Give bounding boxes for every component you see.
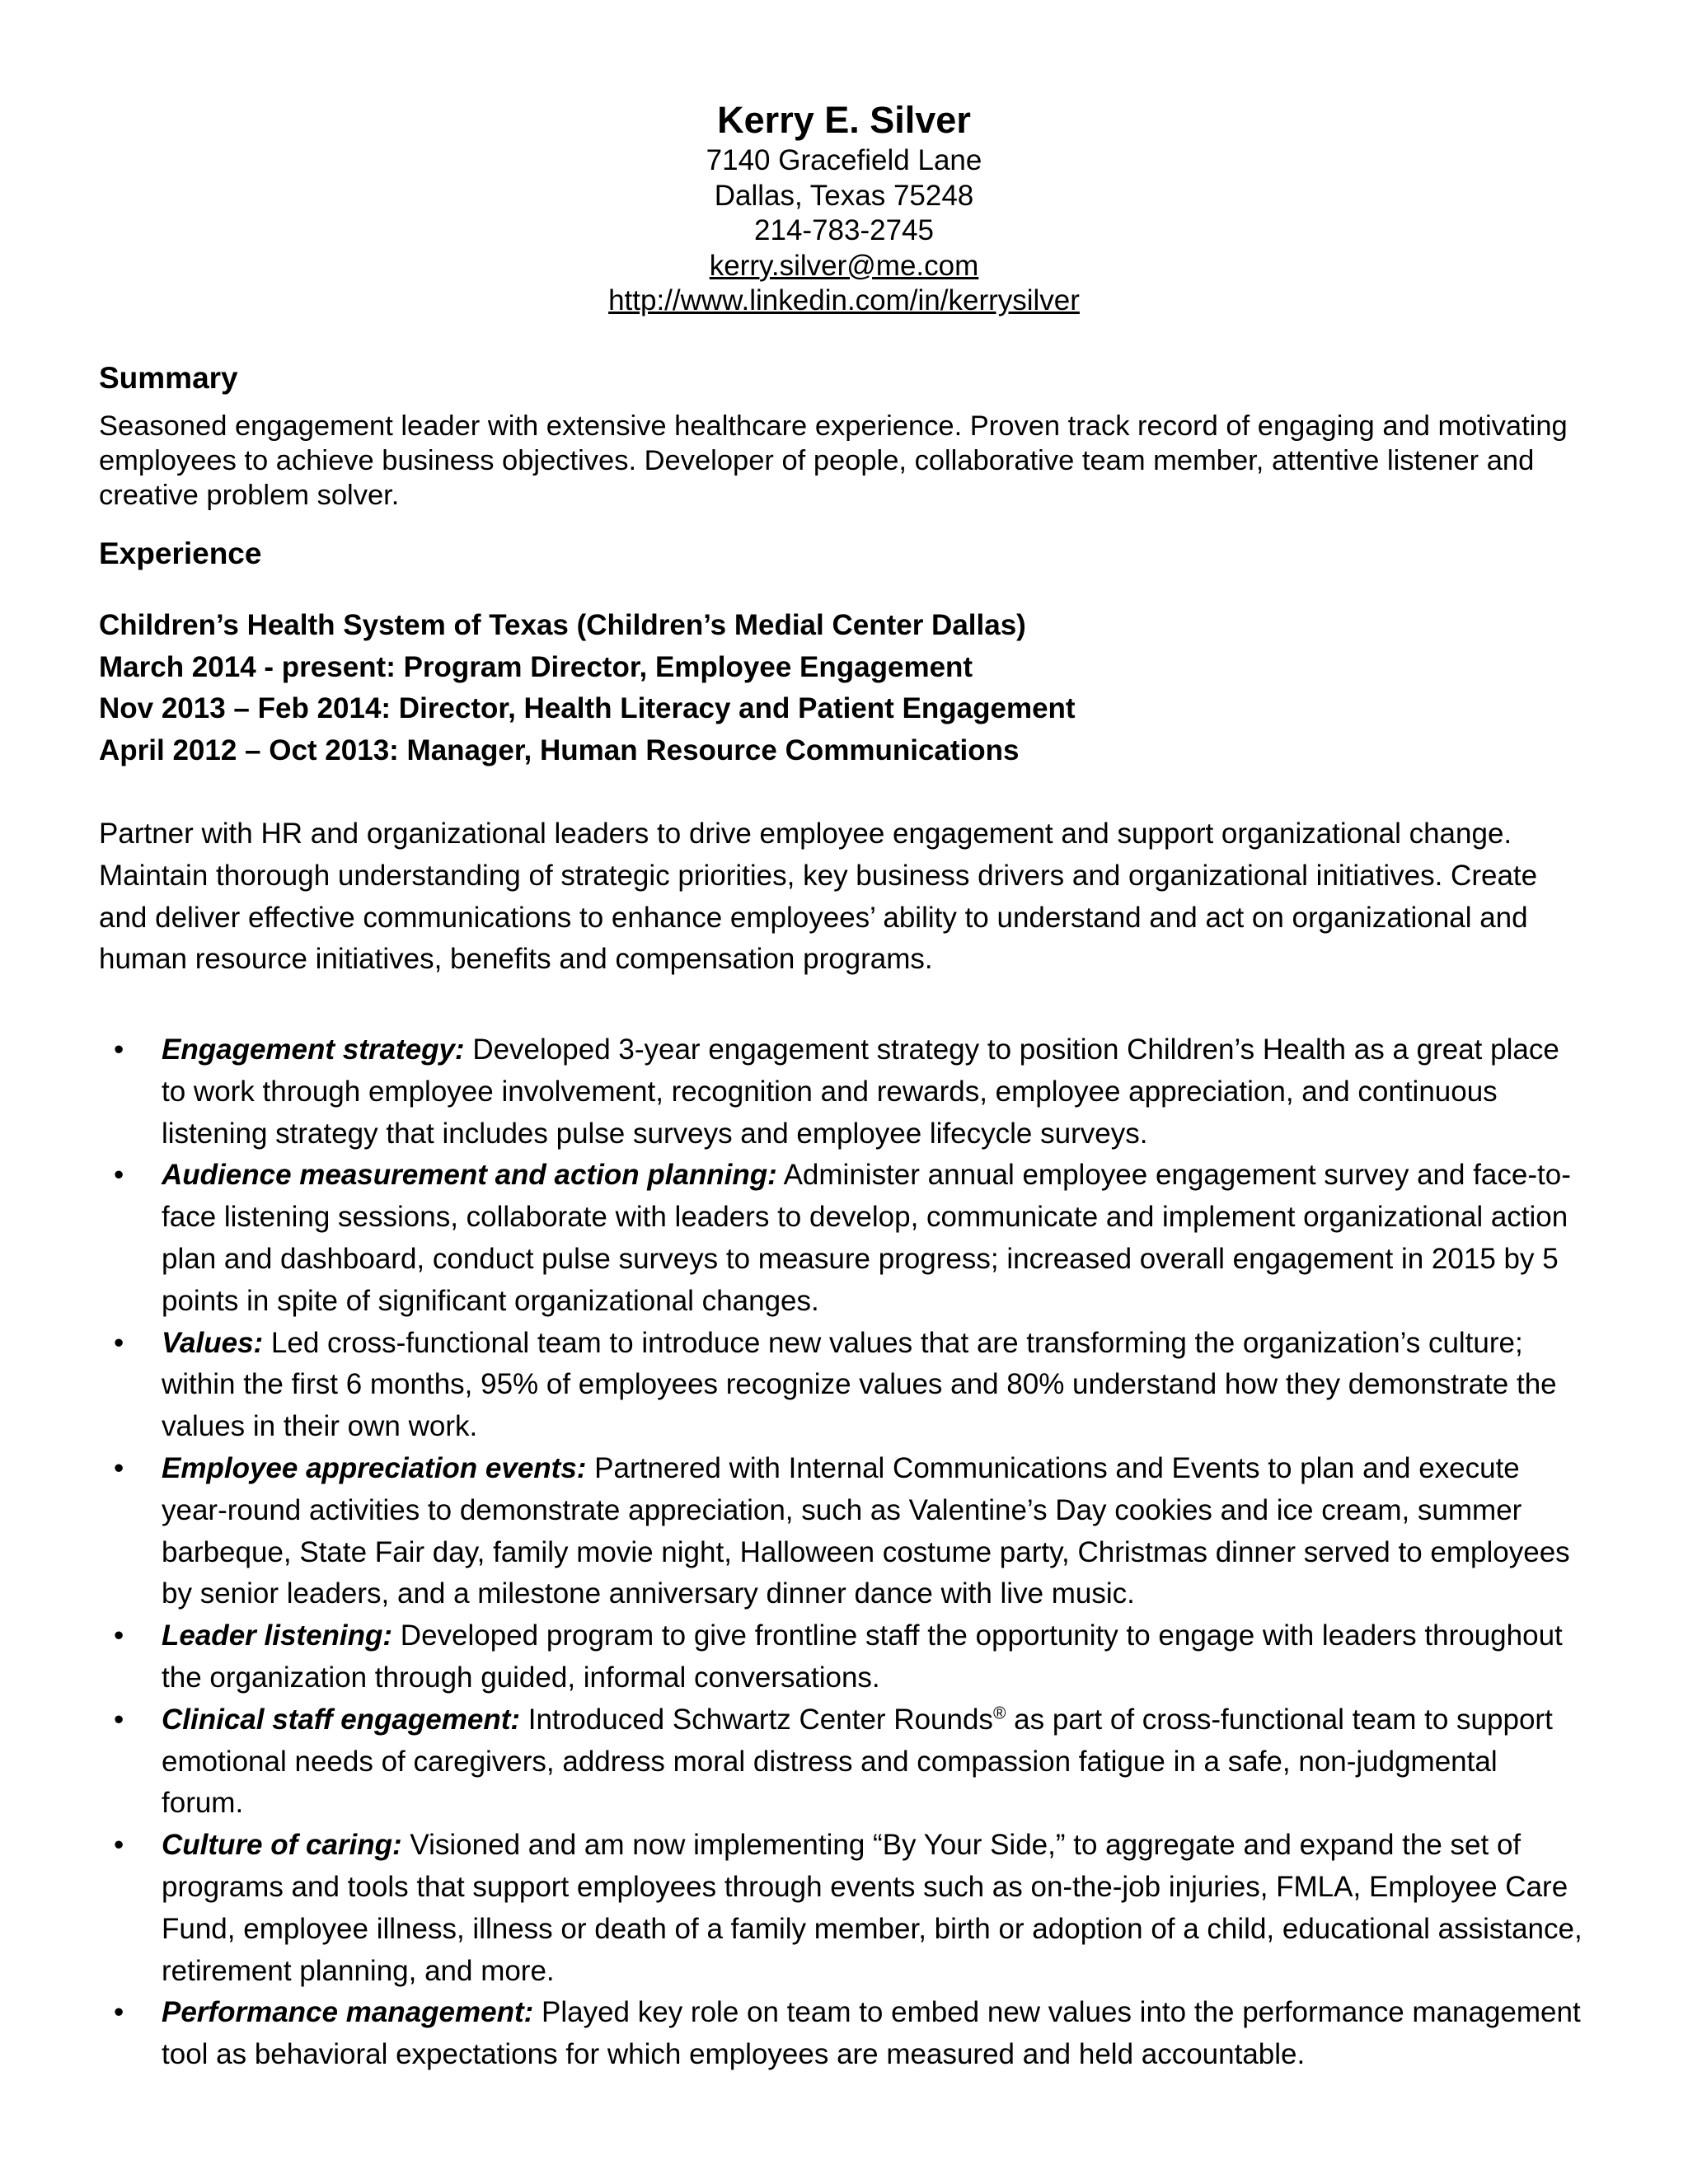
bullet-title: Performance management: [162, 1996, 534, 2029]
linkedin-link[interactable]: http://www.linkedin.com/in/kerrysilver [608, 284, 1080, 316]
summary-text: Seasoned engagement leader with extensive healthcare experience. Proven track record of engaging and motivating employees to achieve business objectives. Developer of people, collaborative team member, attentive listener and creative problem solver. [99, 410, 1568, 511]
bullet-text: as part of cross-functional team to support emotional needs of caregivers, address moral distress and compassion fatigue in a safe, non-judgmental forum. [162, 1703, 1553, 1820]
bullet-title: Values: [162, 1326, 264, 1359]
job-titles [99, 605, 1607, 771]
bullet-text: Played key role on team to embed new values into the performance management tool as behavioral expectations for which employees are measured and held accountable. [162, 1996, 1581, 2071]
accomplishment-list [99, 1029, 1582, 2076]
registered-mark: ® [992, 1704, 1006, 1723]
role-line: March 2014 - present: Program Director, Employee Engagement [99, 650, 973, 683]
bullet-title: Culture of caring: [162, 1829, 402, 1862]
candidate-name: Kerry E. Silver [717, 99, 971, 141]
employer-name: Children’s Health System of Texas (Children’s Medial Center Dallas) [99, 609, 1026, 641]
list-item [99, 1699, 1582, 1825]
resume-header [0, 97, 1688, 319]
bullet-icon: • [114, 1451, 124, 1484]
bullet-title: Clinical staff engagement: [162, 1703, 521, 1736]
bullet-title: Employee appreciation events: [162, 1451, 587, 1484]
bullet-text: Developed 3-year engagement strategy to position Children’s Health as a great place to work through employee involvement, recognition and rewards, employee appreciation, and continuous listening strategy that includes pulse surveys and employee lifecycle surveys. [162, 1033, 1559, 1150]
bullet-text: Developed program to give frontline staff the opportunity to engage with leaders throughout the organization through guided, informal conversations. [162, 1619, 1563, 1694]
role-description: Partner with HR and organizational leaders to drive employee engagement and support organizational change. Maintain thorough understanding of strategic priorities, key business drivers and organizational initiatives. Create and deliver effective communications to enhance employees’ ability to understand and act on organizational and human resource initiatives, benefits and compensation programs. [99, 818, 1538, 976]
role-line: April 2012 – Oct 2013: Manager, Human Resource Communications [99, 733, 1020, 766]
linkedin-line [0, 284, 1688, 319]
list-item [99, 1323, 1582, 1448]
summary-heading: Summary [99, 361, 238, 395]
phone-number: 214-783-2745 [754, 214, 934, 246]
email-line [0, 249, 1688, 284]
bullet-text: Administer annual employee engagement survey and face-to-face listening sessions, collaborate with leaders to develop, communicate and implement organizational action plan and dashboard, conduct pulse surveys to measure progress; increased overall engagement in 2015 by 5 points in spite of significant organizational changes. [162, 1159, 1571, 1317]
list-item [99, 1615, 1582, 1699]
bullet-text: Introduced Schwartz Center Rounds [520, 1703, 993, 1736]
bullet-icon: • [114, 1619, 124, 1652]
list-item [99, 1155, 1582, 1322]
bullet-title: Engagement strategy: [162, 1033, 465, 1066]
bullet-icon: • [114, 1159, 124, 1192]
experience-heading: Experience [99, 537, 262, 570]
bullet-text: Led cross-functional team to introduce new values that are transforming the organization’s culture; within the first 6 months, 95% of employees recognize values and 80% understand how they demonstrate the values in their own work. [162, 1326, 1557, 1443]
address-line-1: 7140 Gracefield Lane [706, 144, 982, 176]
bullet-icon: • [114, 1829, 124, 1862]
email-link[interactable]: kerry.silver@me.com [709, 249, 979, 282]
bullet-text: Partnered with Internal Communications and Events to plan and execute year-round activities to demonstrate appreciation, such as Valentine’s Day cookies and ice cream, summer barbeque, State Fair day, family movie night, Halloween costume party, Christmas dinner served to employees by senior leaders, and a milestone anniversary dinner dance with live music. [162, 1451, 1570, 1610]
bullet-title: Leader listening: [162, 1619, 393, 1652]
list-item [99, 1825, 1582, 1992]
list-item [99, 1448, 1582, 1615]
bullet-text: Visioned and am now implementing “By Your Side,” to aggregate and expand the set of programs and tools that support employees through events such as on-the-job injuries, FMLA, Employee Care Fund, employee illness, illness or death of a family member, birth or adoption of a child, educational assistance, retirement planning, and more. [162, 1829, 1582, 1987]
bullet-icon: • [114, 1996, 124, 2029]
bullet-icon: • [114, 1033, 124, 1066]
bullet-icon: • [114, 1703, 124, 1736]
bullet-icon: • [114, 1326, 124, 1359]
role-line: Nov 2013 – Feb 2014: Director, Health Literacy and Patient Engagement [99, 692, 1076, 724]
address-line-2: Dallas, Texas 75248 [714, 179, 974, 212]
bullet-title: Audience measurement and action planning: [162, 1159, 777, 1192]
list-item [99, 1029, 1582, 1155]
list-item [99, 1992, 1582, 2076]
